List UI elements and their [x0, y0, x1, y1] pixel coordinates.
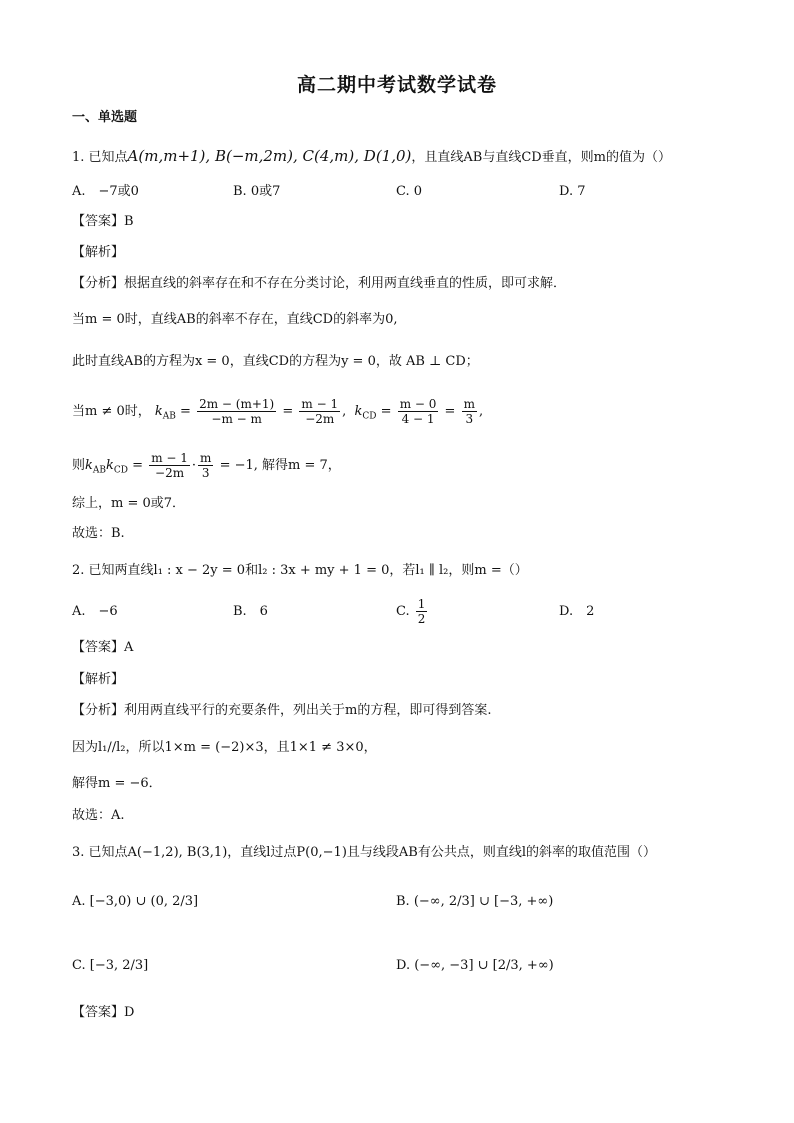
q2-analysis-label: 【解析】: [72, 672, 125, 687]
kab-fraction: $\frac{2m - (m+1)}{-m - m}$: [199, 397, 275, 426]
q1-stem: 1. 已知点A(m,m+1), B(−m,2m), C(4,m), D(1,0)，且直线AB与直线CD垂直，则m的值为（）: [72, 147, 672, 165]
q2-option-c-fraction: $\frac{1}{2}$: [417, 597, 426, 626]
kcd-fraction: $\frac{m - 0}{4 - 1}$: [399, 397, 437, 426]
q2-analysis-summary: 【分析】利用两直线平行的充要条件，列出关于m的方程，即可得到答案.: [72, 703, 492, 718]
q3-option-a: A. [−3,0) ∪ (0, 2/3]: [72, 894, 199, 909]
q2-option-a: A. −6: [72, 604, 118, 619]
q3-stem: 3. 已知点A(−1,2), B(3,1)，直线l过点P(0,−1)且与线段AB有公共点，则直线l的斜率的取值范围（）: [72, 845, 656, 860]
section-heading: 一、单选题: [72, 110, 138, 125]
q2-choice: 故选：A.: [72, 808, 125, 823]
q1-option-d: D. 7: [559, 184, 586, 199]
q1-answer: 【答案】B: [72, 214, 134, 229]
q1-product-line: 则$k_{AB}k_{CD}$ = $\frac{m - 1}{-2m}$ · $\frac{m}{3}$ = −1, 解得m = 7，: [72, 451, 341, 480]
q1-option-b: B. 0或7: [233, 184, 281, 199]
q1-conclusion: 综上，m = 0或7．: [72, 496, 186, 511]
kab-fraction-simplified: $\frac{m - 1}{-2m}$: [301, 397, 339, 426]
q3-option-c: C. [−3, 2/3]: [72, 958, 149, 973]
page-title: 高二期中考试数学试卷: [296, 74, 497, 96]
q2-option-b: B. 6: [233, 604, 268, 619]
q1-analysis-label: 【解析】: [72, 245, 125, 260]
kcd-fraction-simplified: $\frac{m}{3}$: [463, 397, 475, 426]
q1-analysis-summary: 【分析】根据直线的斜率存在和不存在分类讨论，利用两直线垂直的性质，即可求解．: [72, 276, 567, 291]
q2-option-c: C. $\frac{1}{2}$: [396, 597, 426, 626]
q3-option-b: B. (−∞, 2/3] ∪ [−3, +∞): [396, 894, 554, 909]
q2-condition: 因为l₁//l₂，所以1×m = (−2)×3，且1×1 ≠ 3×0，: [72, 740, 377, 755]
q3-answer: 【答案】D: [72, 1005, 135, 1020]
q2-option-d: D. 2: [559, 604, 595, 619]
q3-option-d: D. (−∞, −3] ∪ [2/3, +∞): [396, 958, 554, 973]
q1-slope-line: 当m ≠ 0时， $k_{AB}$ = $\frac{2m - (m+1)}{-m - m}$ = $\frac{m - 1}{-2m}$ , $k_{CD}$ = $\frac{m - 0}{4 - 1}$ = $\frac{m}{3}$ ,: [72, 397, 484, 426]
q1-option-a: A. −7或0: [72, 184, 139, 199]
q1-choice: 故选：B.: [72, 526, 125, 541]
q2-stem: 2. 已知两直线l₁ : x − 2y = 0和l₂ : 3x + my + 1 = 0，若l₁ ∥ l₂，则m =（）: [72, 563, 528, 578]
q1-points: A(m,m+1), B(−m,2m), C(4,m), D(1,0): [127, 147, 412, 165]
q1-case-zero-equations: 此时直线AB的方程为x = 0，直线CD的方程为y = 0，故 AB ⊥ CD；: [72, 354, 479, 369]
q1-option-c: C. 0: [396, 184, 423, 199]
q2-answer: 【答案】A: [72, 640, 134, 655]
q1-case-zero: 当m = 0时，直线AB的斜率不存在，直线CD的斜率为0,: [72, 312, 398, 327]
q2-solution: 解得m = −6．: [72, 776, 162, 791]
